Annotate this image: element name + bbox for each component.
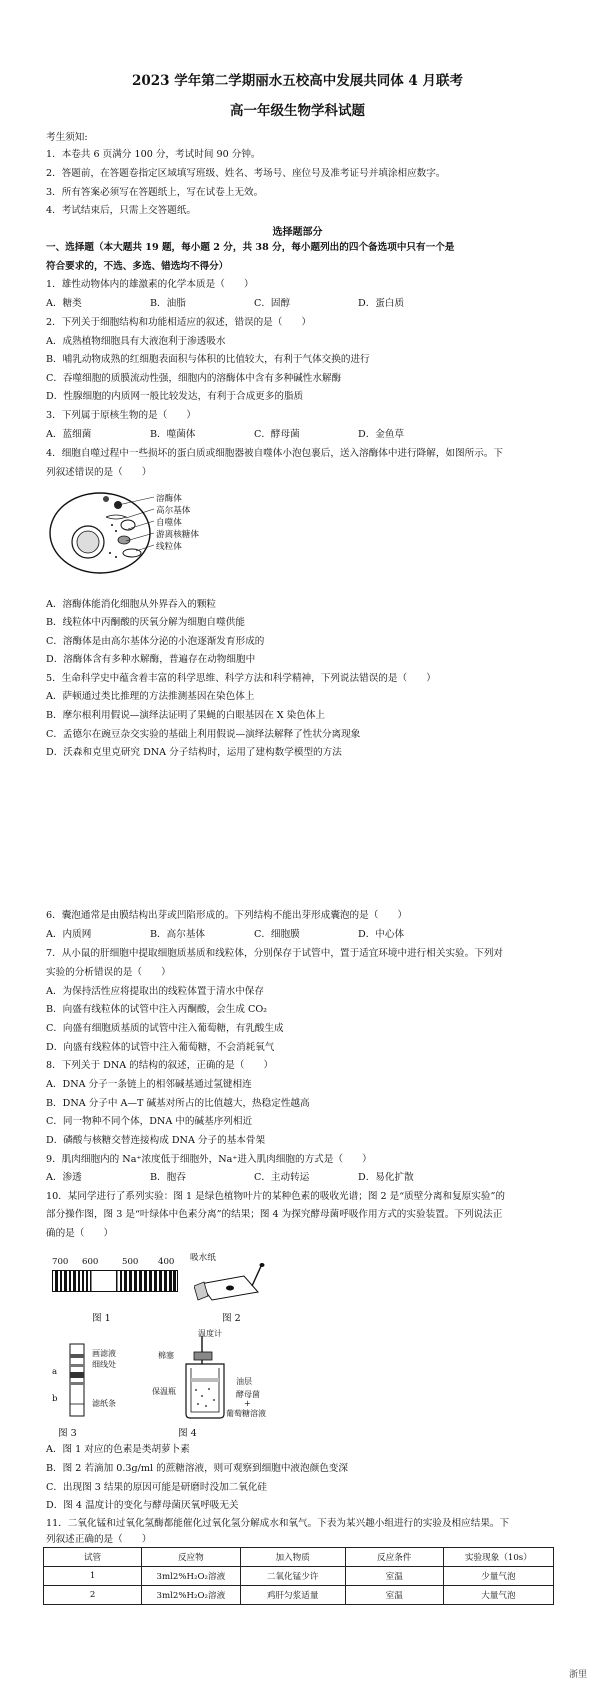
q4-stem: 4．细胞自噬过程中一些损坏的蛋白质或细胞器被自噬体小泡包裹后，送入溶酶体中进行降解，如图所示。下 bbox=[46, 448, 504, 459]
fig3-label: 细线处 bbox=[92, 1360, 116, 1369]
option-d: D．性腺细胞的内质网一般比较发达，有利于合成更多的脂质 bbox=[46, 391, 304, 402]
option-b: B．哺乳动物成熟的红细胞表面积与体积的比值较大，有利于气体交换的进行 bbox=[46, 354, 370, 365]
fig4-label: + bbox=[244, 1399, 251, 1408]
option-b: B．DNA 分子中 A—T 碱基对所占的比值越大，热稳定性越高 bbox=[46, 1098, 310, 1109]
section-instructions: 符合要求的，不选、多选、错选均不得分） bbox=[46, 261, 229, 272]
option-a: A．图 1 对应的色素是类胡萝卜素 bbox=[46, 1444, 190, 1455]
fig3-caption: 图 3 bbox=[58, 1428, 77, 1439]
option-a: A．为保持活性应将提取出的线粒体置于清水中保存 bbox=[46, 986, 264, 997]
option-b: B．高尔基体 bbox=[150, 929, 206, 940]
q10-stem: 确的是（ ） bbox=[46, 1228, 114, 1239]
option-d: D．向盛有线粒体的试管中注入葡萄糖，不会消耗氧气 bbox=[46, 1042, 275, 1053]
q1-options bbox=[46, 297, 556, 310]
q5-stem: 5．生命科学史中蕴含着丰富的科学思维、科学方法和科学精神，下列说法错误的是（ ） bbox=[46, 673, 436, 684]
option-c: C．孟德尔在豌豆杂交实验的基础上利用假说—演绎法解释了性状分离现象 bbox=[46, 729, 361, 740]
table-row bbox=[44, 1567, 554, 1586]
figure-label: 自噬体 bbox=[156, 518, 182, 528]
q3-stem: 3．下列属于原核生物的是（ ） bbox=[46, 410, 197, 421]
fig3-label: 画滤液 bbox=[92, 1349, 116, 1358]
option-b: B．胞吞 bbox=[150, 1172, 186, 1183]
table-cell: 1 bbox=[44, 1567, 142, 1586]
q4-stem: 列叙述错误的是（ ） bbox=[46, 467, 152, 478]
option-c: C．主动转运 bbox=[254, 1172, 310, 1183]
table-cell: 3ml2%H₂O₂溶液 bbox=[142, 1586, 241, 1605]
fig1-tick: 700 bbox=[52, 1257, 69, 1267]
notice-item: 1．本卷共 6 页满分 100 分，考试时间 90 分钟。 bbox=[46, 149, 261, 160]
plasmolysis-figure bbox=[194, 1262, 270, 1306]
fig4-label: 葡萄糖溶液 bbox=[226, 1409, 266, 1418]
fig2-caption: 图 2 bbox=[222, 1313, 241, 1324]
table-cell: 室温 bbox=[345, 1586, 443, 1605]
table-row bbox=[44, 1586, 554, 1605]
option-a: A．糖类 bbox=[46, 298, 82, 309]
q10-stem: 部分操作图，图 3 是“叶绿体中色素分离”的结果；图 4 为探究酵母菌呼吸作用方式的实验装置。下列说法正 bbox=[46, 1209, 503, 1220]
table-cell: 2 bbox=[44, 1586, 142, 1605]
fig1-tick: 500 bbox=[122, 1257, 139, 1267]
option-c: C．溶酶体是由高尔基体分泌的小泡逐渐发育形成的 bbox=[46, 636, 265, 647]
table-header-row bbox=[44, 1548, 554, 1567]
option-c: C．同一物种不同个体，DNA 中的碱基序列相近 bbox=[46, 1116, 253, 1127]
figure-label: 溶酶体 bbox=[156, 494, 182, 504]
table-cell: 大量气泡 bbox=[443, 1586, 553, 1605]
chromatography-figure bbox=[66, 1342, 88, 1418]
table-cell: 鸡肝匀浆适量 bbox=[240, 1586, 345, 1605]
exam-subtitle: 高一年级生物学科试题 bbox=[230, 103, 365, 119]
option-a: A．溶酶体能消化细胞从外界吞入的颗粒 bbox=[46, 599, 217, 610]
option-d: D．溶酶体含有多种水解酶，普遍存在动物细胞中 bbox=[46, 654, 256, 665]
option-a: A．内质网 bbox=[46, 929, 92, 940]
figure-label: 高尔基体 bbox=[156, 506, 191, 516]
option-d: D．易化扩散 bbox=[358, 1172, 414, 1183]
q10-stem: 10．某同学进行了系列实验：图 1 是绿色植物叶片的某种色素的吸收光谱；图 2 是“质壁分离和复原实验”的 bbox=[46, 1191, 505, 1202]
option-b: B．摩尔根利用假说—演绎法证明了果蝇的白眼基因在 X 染色体上 bbox=[46, 710, 326, 721]
option-c: C．细胞膜 bbox=[254, 929, 300, 940]
table-header: 实验现象（10s） bbox=[443, 1548, 553, 1567]
q7-stem: 实验的分析错误的是（ ） bbox=[46, 967, 171, 978]
fig1-tick: 400 bbox=[158, 1257, 175, 1267]
fig4-label: 棉塞 bbox=[158, 1351, 174, 1360]
table-cell: 3ml2%H₂O₂溶液 bbox=[142, 1567, 241, 1586]
option-d: D．磷酸与核糖交替连接构成 DNA 分子的基本骨架 bbox=[46, 1135, 266, 1146]
q9-options bbox=[46, 1171, 556, 1184]
option-a: A．成熟植物细胞具有大液泡利于渗透吸水 bbox=[46, 336, 226, 347]
absorption-spectrum-figure bbox=[52, 1270, 178, 1292]
q9-stem: 9．肌肉细胞内的 Na⁺浓度低于细胞外，Na⁺进入肌肉细胞的方式是（ ） bbox=[46, 1154, 372, 1165]
option-a: A．蓝细菌 bbox=[46, 429, 92, 440]
table-cell: 室温 bbox=[345, 1567, 443, 1586]
notice-heading: 考生须知: bbox=[46, 132, 88, 143]
fig4-label: 保温瓶 bbox=[152, 1387, 176, 1396]
table-header: 反应物 bbox=[142, 1548, 241, 1567]
notice-item: 3．所有答案必须写在答题纸上，写在试卷上无效。 bbox=[46, 187, 264, 198]
fig4-label: 油层 bbox=[236, 1377, 252, 1386]
option-c: C．酵母菌 bbox=[254, 429, 300, 440]
fig3-side-b: b bbox=[52, 1394, 58, 1404]
option-d: D．金鱼草 bbox=[358, 429, 405, 440]
option-b: B．噬菌体 bbox=[150, 429, 196, 440]
table-cell: 二氧化锰少许 bbox=[240, 1567, 345, 1586]
fig3-side-a: a bbox=[52, 1367, 58, 1377]
notice-item: 4．考试结束后，只需上交答题纸。 bbox=[46, 205, 197, 216]
fig2-label-paper: 吸水纸 bbox=[190, 1253, 216, 1263]
figure-label: 游离核糖体 bbox=[156, 530, 199, 540]
option-c: C．向盛有细胞质基质的试管中注入葡萄糖，有乳酸生成 bbox=[46, 1023, 284, 1034]
q8-stem: 8．下列关于 DNA 的结构的叙述，正确的是（ ） bbox=[46, 1060, 274, 1071]
q6-stem: 6．囊泡通常是由膜结构出芽或凹陷形成的。下列结构不能出芽形成囊泡的是（ ） bbox=[46, 910, 408, 921]
section-instructions: 一、选择题（本大题共 19 题，每小题 2 分，共 38 分，每小题列出的四个备选项中只有一个是 bbox=[46, 242, 455, 253]
option-d: D．沃森和克里克研究 DNA 分子结构时，运用了建构数学模型的方法 bbox=[46, 747, 342, 758]
experiment-table bbox=[43, 1547, 554, 1605]
fig4-label: 酵母菌 bbox=[236, 1390, 260, 1399]
option-b: B．油脂 bbox=[150, 298, 186, 309]
corner-watermark: 浙里 bbox=[568, 1670, 587, 1680]
fig3-label: 滤纸条 bbox=[92, 1399, 116, 1408]
q1-stem: 1．雄性动物体内的雄激素的化学本质是（ ） bbox=[46, 279, 254, 290]
q6-options bbox=[46, 928, 556, 941]
table-cell: 少量气泡 bbox=[443, 1567, 553, 1586]
option-b: B．图 2 若滴加 0.3g/ml 的蔗糖溶液，则可观察到细胞中液泡颜色变深 bbox=[46, 1463, 348, 1474]
option-b: B．向盛有线粒体的试管中注入丙酮酸，会生成 CO₂ bbox=[46, 1004, 268, 1015]
table-header: 加入物质 bbox=[240, 1548, 345, 1567]
section-title: 选择题部分 bbox=[272, 227, 323, 238]
notice-item: 2．答题前，在答题卷指定区域填写班级、姓名、考场号、座位号及准考证号并填涂相应数字。 bbox=[46, 168, 446, 179]
option-a: A．渗透 bbox=[46, 1172, 82, 1183]
option-b: B．线粒体中丙酮酸的厌氧分解为细胞自噬供能 bbox=[46, 617, 245, 628]
table-header: 反应条件 bbox=[345, 1548, 443, 1567]
option-d: D．图 4 温度计的变化与酵母菌厌氧呼吸无关 bbox=[46, 1500, 239, 1511]
option-a: A．DNA 分子一条链上的相邻碱基通过氢键相连 bbox=[46, 1079, 252, 1090]
figure-label: 线粒体 bbox=[156, 542, 182, 552]
option-a: A．萨顿通过类比推理的方法推测基因在染色体上 bbox=[46, 691, 255, 702]
fig1-tick: 600 bbox=[82, 1257, 99, 1267]
option-c: C．出现图 3 结果的原因可能是研磨时没加二氧化硅 bbox=[46, 1482, 268, 1493]
option-c: C．吞噬细胞的质膜流动性强，细胞内的溶酶体中含有多种碱性水解酶 bbox=[46, 373, 342, 384]
fig1-caption: 图 1 bbox=[92, 1313, 111, 1324]
exam-title: 2023 学年第二学期丽水五校高中发展共同体 4 月联考 bbox=[131, 73, 464, 89]
q3-options bbox=[46, 428, 556, 441]
option-d: D．中心体 bbox=[358, 929, 405, 940]
fig4-label: 温度计 bbox=[198, 1329, 222, 1338]
table-header: 试管 bbox=[44, 1548, 142, 1567]
option-d: D．蛋白质 bbox=[358, 298, 405, 309]
option-c: C．固醇 bbox=[254, 298, 291, 309]
q7-stem: 7．从小鼠的肝细胞中提取细胞质基质和线粒体，分别保存于试管中，置于适宜环境中进行相关实验。下列对 bbox=[46, 948, 504, 959]
q11-stem: 11．二氧化锰和过氧化氢酶都能催化过氧化氢分解成水和氧气。下表为某兴趣小组进行的实验及相应结果。下 bbox=[46, 1518, 510, 1529]
q11-stem: 列叙述正确的是（ ） bbox=[46, 1534, 152, 1545]
fig4-caption: 图 4 bbox=[178, 1428, 197, 1439]
q2-stem: 2．下列关于细胞结构和功能相适应的叙述，错误的是（ ） bbox=[46, 317, 312, 328]
